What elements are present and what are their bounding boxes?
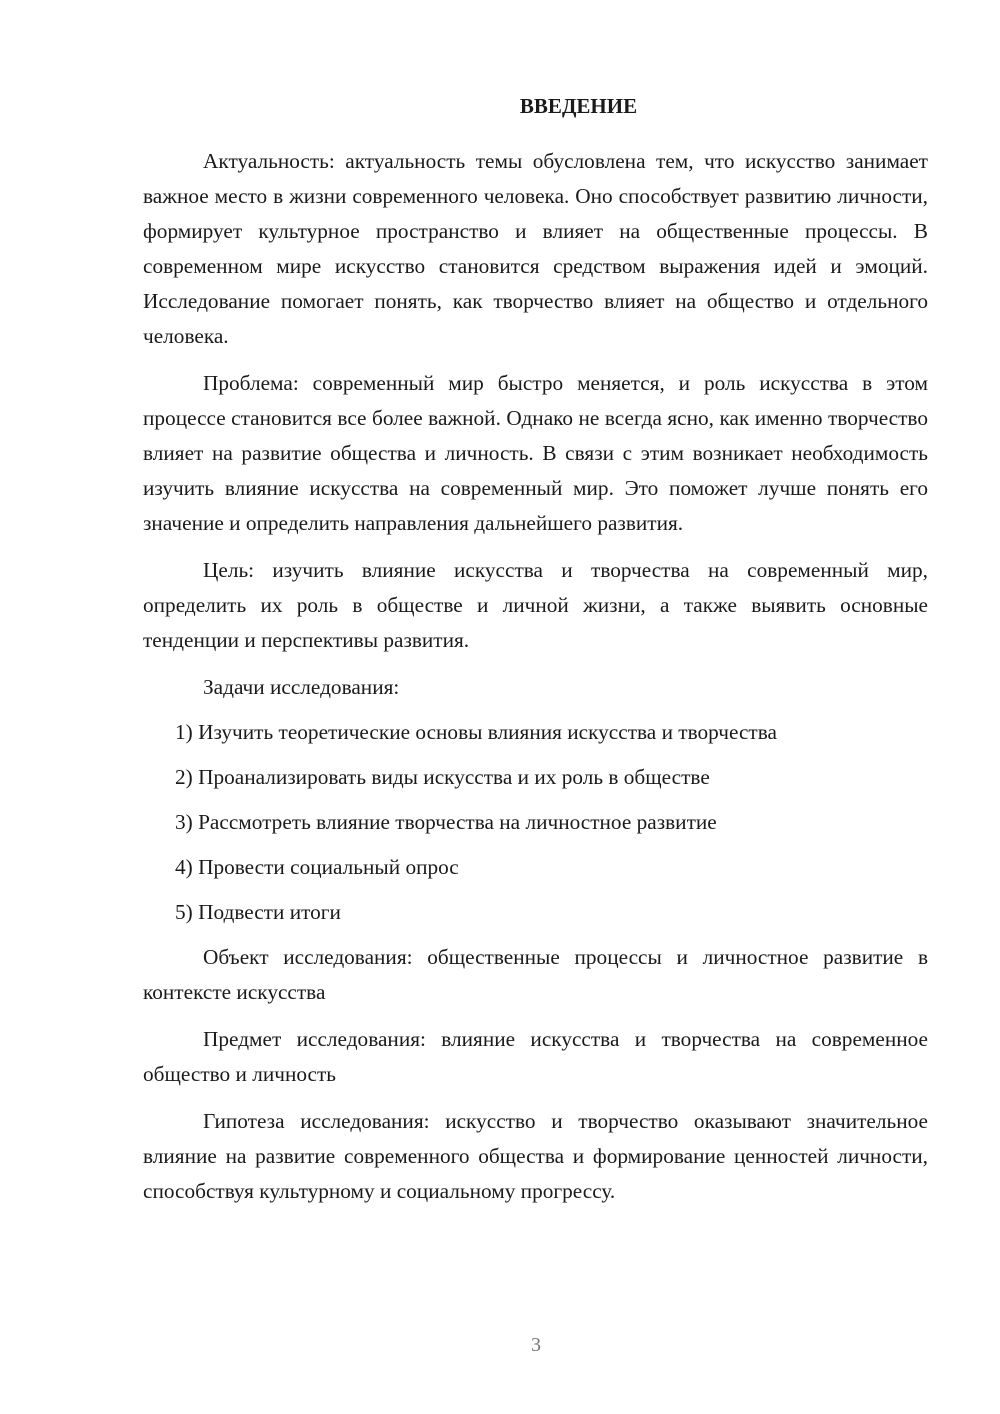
- hypothesis-paragraph: Гипотеза исследования: искусство и творчество оказывают значительное влияние на развитие современного общества и формирование ценностей личности, способствуя культурному и социальному прогрессу.: [143, 1109, 928, 1203]
- task-item-4: 4) Провести социальный опрос: [175, 855, 459, 879]
- tasks-list: [143, 715, 928, 930]
- task-item-2: 2) Проанализировать виды искусства и их роль в обществе: [175, 765, 710, 789]
- task-item-1: 1) Изучить теоретические основы влияния искусства и творчества: [175, 720, 777, 744]
- task-item-5: 5) Подвести итоги: [175, 900, 341, 924]
- tasks-heading: Задачи исследования:: [203, 675, 400, 699]
- object-paragraph: Объект исследования: общественные процессы и личностное развитие в контексте искусства: [143, 945, 928, 1004]
- subject-paragraph: Предмет исследования: влияние искусства и творчества на современное общество и личность: [143, 1027, 928, 1086]
- relevance-paragraph: Актуальность: актуальность темы обусловлена тем, что искусство занимает важное место в жизни современного человека. Оно способствует развитию личности, формирует культурное пространство и влияет на общественные процессы. В современном мире искусство становится средством выражения идей и эмоций. Исследование помогает понять, как творчество влияет на общество и отдельного человека.: [143, 149, 928, 348]
- page-number: 3: [531, 1334, 541, 1356]
- page-title: ВВЕДЕНИЕ: [519, 94, 638, 118]
- task-item-3: 3) Рассмотреть влияние творчества на личностное развитие: [175, 810, 717, 834]
- document-page: [143, 92, 928, 1221]
- goal-paragraph: Цель: изучить влияние искусства и творчества на современный мир, определить их роль в обществе и личной жизни, а также выявить основные тенденции и перспективы развития.: [143, 558, 928, 652]
- problem-paragraph: Проблема: современный мир быстро меняется, и роль искусства в этом процессе становится все более важной. Однако не всегда ясно, как именно творчество влияет на развитие общества и личность. В связи с этим возникает необходимость изучить влияние искусства на современный мир. Это поможет лучше понять его значение и определить направления дальнейшего развития.: [143, 371, 928, 535]
